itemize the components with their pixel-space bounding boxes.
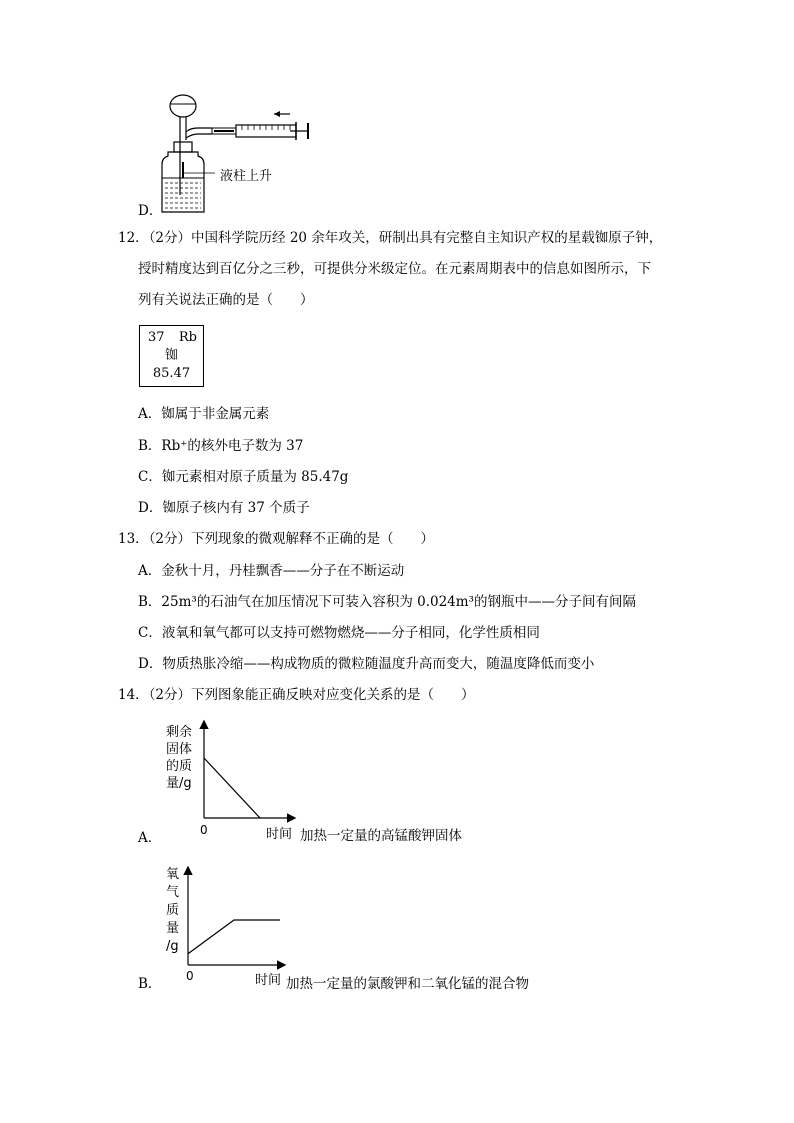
question-stem: 中国科学院历经 20 余年攻关，研制出具有完整自主知识产权的星载铷原子钟， — [191, 230, 663, 246]
q14-option-b-letter: B． — [138, 976, 162, 992]
option-d-letter: D． — [138, 203, 163, 219]
question-14-line1 — [118, 686, 475, 704]
y-axis-label-line2: 气 — [166, 885, 180, 900]
y-axis-label-line4: 量 — [166, 921, 180, 936]
element-symbol: Rb — [178, 330, 197, 345]
graph-a — [160, 718, 300, 848]
question-number: 13． — [118, 531, 149, 547]
q14-option-a-letter: A． — [138, 830, 162, 846]
y-axis-label-line1: 氧 — [166, 867, 180, 882]
question-points: （2分） — [148, 687, 192, 703]
graph-b — [160, 862, 290, 992]
y-axis-label-line4: 量/g — [166, 776, 192, 791]
question-12-line1 — [118, 229, 662, 247]
question-12-line2: 授时精度达到百亿分之三秒，可提供分米级定位。在元素周期表中的信息如图所示，下 — [138, 261, 651, 277]
series-line — [188, 920, 280, 954]
y-axis-label-line3: 质 — [166, 903, 180, 918]
y-axis-label-line1: 剩余 — [166, 725, 193, 740]
funnel-bulb — [170, 95, 196, 117]
series-line — [204, 758, 260, 818]
question-number: 14． — [118, 687, 149, 703]
q13-option-d: D．物质热胀冷缩——构成物质的微粒随温度升高而变大，随温度降低而变小 — [138, 656, 595, 672]
liquid-column-label: 液柱上升 — [220, 169, 273, 184]
y-axis-label-line5: /g — [166, 939, 179, 954]
element-name: 铷 — [164, 348, 178, 363]
x-axis-label: 时间 — [255, 973, 282, 988]
q12-option-d: D．铷原子核内有 37 个质子 — [138, 500, 310, 516]
q14-option-b-caption: 加热一定量的氯酸钾和二氧化锰的混合物 — [286, 976, 529, 992]
q12-option-c: C．铷元素相对原子质量为 85.47g — [138, 469, 349, 485]
periodic-element-card — [139, 325, 204, 387]
question-stem: 下列图象能正确反映对应变化关系的是（ ） — [191, 687, 475, 703]
q12-option-a: A．铷属于非金属元素 — [138, 406, 270, 422]
q13-option-b: B．25m³的石油气在加压情况下可装入容积为 0.024m³的钢瓶中——分子间有间隔 — [138, 594, 636, 610]
x-axis-label: 时间 — [266, 827, 293, 842]
question-12-line3: 列有关说法正确的是（ ） — [138, 292, 314, 308]
atomic-number: 37 — [148, 330, 165, 345]
q14-option-a-caption: 加热一定量的高锰酸钾固体 — [300, 828, 462, 844]
q13-option-c: C．液氧和氧气都可以支持可燃物燃烧——分子相同，化学性质相同 — [138, 625, 540, 641]
origin-label: 0 — [200, 823, 208, 837]
gas-bottle-syringe-apparatus — [140, 90, 340, 220]
q13-option-a: A．金秋十月，丹桂飘香——分子在不断运动 — [138, 563, 405, 579]
atomic-mass: 85.47 — [152, 366, 191, 381]
question-stem: 下列现象的微观解释不正确的是（ ） — [191, 531, 435, 547]
question-points: （2分） — [148, 531, 192, 547]
question-points: （2分） — [148, 230, 192, 246]
y-axis-label-line3: 的质 — [166, 759, 193, 774]
question-13-line1 — [118, 530, 434, 548]
origin-label: 0 — [186, 969, 194, 983]
question-number: 12． — [118, 230, 149, 246]
q12-option-b: B．Rb⁺的核外电子数为 37 — [138, 438, 304, 454]
y-axis-label-line2: 固体 — [166, 742, 193, 757]
